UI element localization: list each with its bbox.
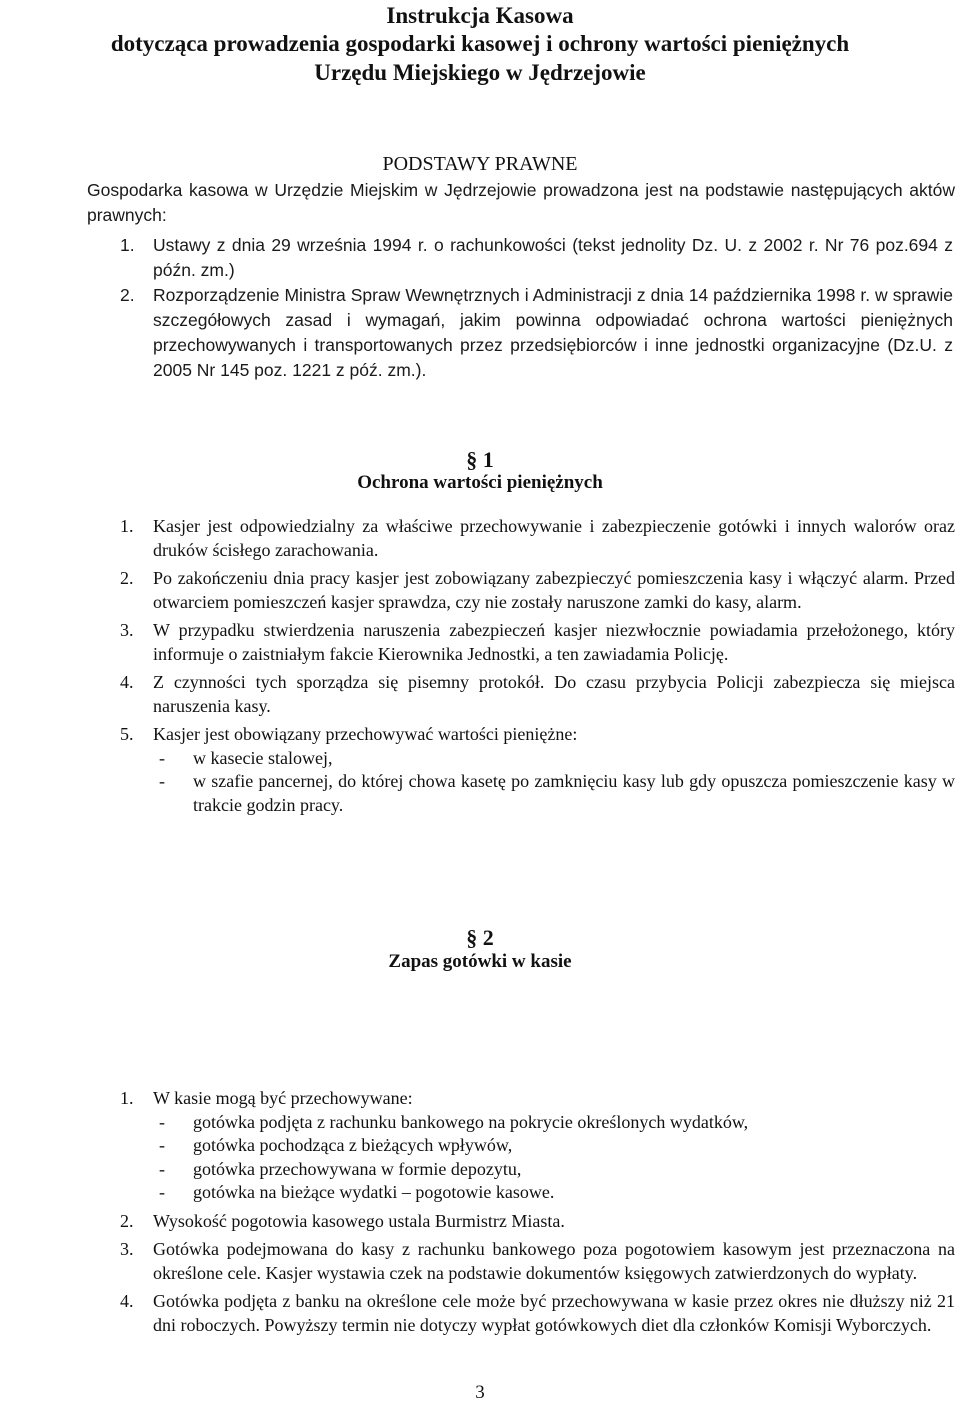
sub-list-item-text: w szafie pancernej, do której chowa kasetę po zamknięciu kasy lub gdy opuszcza pomieszczenie kasy w trakcie godzin pracy.: [193, 771, 955, 815]
list-item-number: 1.: [120, 516, 134, 536]
document-title: Instrukcja Kasowa: [386, 3, 574, 28]
list-item-text: Po zakończeniu dnia pracy kasjer jest zobowiązany zabezpieczyć pomieszczenia kasy i włączyć alarm. Przed otwarciem pomieszczeń kasjer sprawdza, czy nie zostały naruszone zamki do kasy, alarm.: [153, 568, 955, 612]
page-number: 3: [475, 1382, 485, 1403]
list-item: [120, 567, 955, 614]
sub-list-item-text: gotówka na bieżące wydatki – pogotowie kasowe.: [193, 1182, 555, 1202]
list-item-text: Z czynności tych sporządza się pisemny protokół. Do czasu przybycia Policji zabezpiecza się miejsca naruszenia kasy.: [153, 672, 955, 716]
list-item: [120, 1238, 955, 1285]
sub-list-item: [153, 1181, 955, 1205]
list-item: [120, 283, 953, 383]
sub-list-item-text: gotówka podjęta z rachunku bankowego na pokrycie określonych wydatków,: [193, 1111, 749, 1132]
list-item: [120, 1290, 955, 1337]
list-item: [120, 723, 955, 817]
section-2-number: § 2: [466, 925, 494, 950]
legal-basis-intro: Gospodarka kasowa w Urzędzie Miejskim w Jędrzejowie prowadzona jest na podstawie następujących aktów prawnych:: [87, 180, 955, 225]
dash-bullet: -: [159, 747, 165, 768]
sub-list-item-text: gotówka przechowywana w formie depozytu,: [193, 1158, 522, 1179]
sub-list-item: [153, 747, 955, 771]
list-item-text: Kasjer jest obowiązany przechowywać wartości pieniężne:: [153, 724, 578, 744]
list-item-text: Kasjer jest odpowiedzialny za właściwe przechowywanie i zabezpieczenie gotówki i innych walorów oraz druków ścisłego zarachowania.: [153, 516, 955, 560]
dash-bullet: -: [159, 1182, 165, 1202]
sub-list-item: [153, 770, 955, 817]
list-item: [120, 233, 953, 283]
section-2-list: [120, 1087, 955, 1342]
storage-locations-list: [153, 747, 955, 818]
dash-bullet: -: [159, 771, 165, 791]
list-item-number: 2.: [120, 568, 134, 588]
list-item-number: 3.: [120, 620, 134, 640]
list-item: [120, 671, 955, 718]
list-item-text: Gotówka podjęta z banku na określone cele może być przechowywana w kasie przez okres nie dłuższy niż 21 dni roboczych. Powyższy termin nie dotyczy wypłat gotówkowych diet dla członków Komisji Wyborczych.: [153, 1291, 955, 1335]
list-item-text: Rozporządzenie Ministra Spraw Wewnętrznych i Administracji z dnia 14 października 1998 r. w sprawie szczegółowych zasad i wymagań, jakim powinna odpowiadać ochrona wartości pieniężnych przechowywanych i transportowanych przez przedsiębiorców i inne jednostki organizacyjne (Dz.U. z 2005 Nr 145 poz. 1221 z póź. zm.).: [153, 285, 953, 380]
section-1-number: § 1: [466, 447, 494, 472]
dash-bullet: -: [159, 1135, 165, 1155]
dash-bullet: -: [159, 1158, 165, 1179]
list-item-number: 4.: [120, 1291, 134, 1311]
dash-bullet: -: [159, 1111, 165, 1132]
list-item: [120, 619, 955, 666]
list-item-number: 1.: [120, 235, 135, 255]
list-item-number: 5.: [120, 724, 134, 744]
list-item-text: Wysokość pogotowia kasowego ustala Burmistrz Miasta.: [153, 1210, 565, 1231]
sub-list-item-text: gotówka pochodząca z bieżących wpływów,: [193, 1135, 513, 1155]
document-subtitle: dotycząca prowadzenia gospodarki kasowej i ochrony wartości pieniężnych: [110, 31, 850, 56]
legal-basis-list: [120, 233, 953, 383]
list-item-number: 1.: [120, 1088, 134, 1108]
list-item-text: Ustawy z dnia 29 września 1994 r. o rachunkowości (tekst jednolity Dz. U. z 2002 r. Nr 76 poz.694 z późn. zm.): [153, 235, 953, 280]
list-item: [120, 515, 955, 562]
list-item-number: 4.: [120, 672, 134, 692]
list-item-text: W kasie mogą być przechowywane:: [153, 1088, 413, 1108]
list-item-number: 3.: [120, 1239, 134, 1259]
section-1-title: Ochrona wartości pieniężnych: [357, 472, 603, 493]
sub-list-item: [153, 1134, 955, 1158]
section-2-title: Zapas gotówki w kasie: [388, 951, 572, 972]
list-item: [120, 1087, 955, 1205]
list-item: [120, 1210, 955, 1234]
document-subtitle-institution: Urzędu Miejskiego w Jędrzejowie: [314, 60, 646, 85]
section-1-list: [120, 515, 955, 822]
sub-list-item: [153, 1158, 955, 1182]
list-item-number: 2.: [120, 285, 135, 305]
cash-types-list: [153, 1111, 955, 1205]
list-item-number: 2.: [120, 1210, 134, 1231]
list-item-text: Gotówka podejmowana do kasy z rachunku bankowego poza pogotowiem kasowym jest przeznaczona na określone cele. Kasjer wystawia czek na podstawie dokumentów księgowych zatwierdzonych do wypłaty.: [153, 1239, 955, 1283]
sub-list-item: [153, 1111, 955, 1135]
legal-basis-heading: PODSTAWY PRAWNE: [382, 153, 578, 175]
sub-list-item-text: w kasecie stalowej,: [193, 747, 333, 768]
list-item-text: W przypadku stwierdzenia naruszenia zabezpieczeń kasjer niezwłocznie powiadamia przełożonego, który informuje o zaistniałym fakcie Kierownika Jednostki, a ten zawiadamia Policję.: [153, 620, 955, 664]
